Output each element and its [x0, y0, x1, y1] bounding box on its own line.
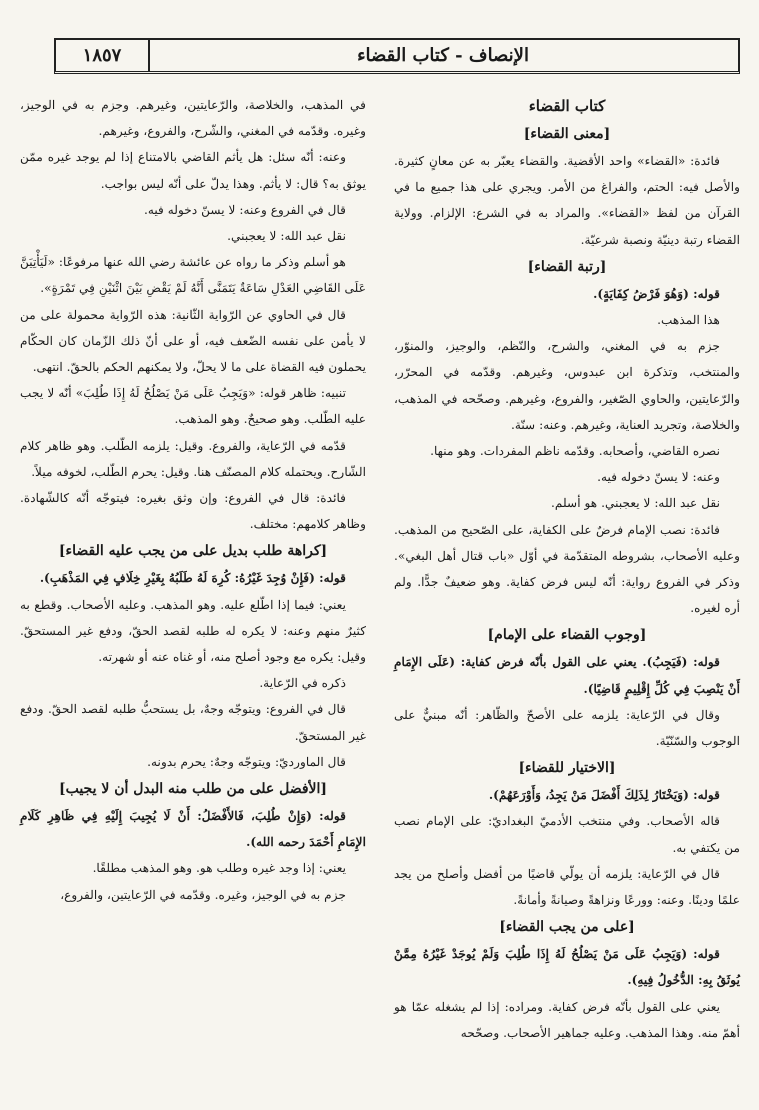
paragraph: قال الماورديّ: ويتوجّه وجهٌ: يحرم بدونه. — [147, 754, 346, 769]
paragraph: فائدة: نصب الإمام فرضٌ على الكفاية، على الصّحيح من المذهب. وعليه الأصحاب، بشروطه المتقدّمة في أوّل «باب قتال أهل البغي». وذكر في الفروع رواية: أنّه ليس فرض كفاية. وهو ضعيفٌ جدًّا. ولم أره لغيره. — [394, 522, 740, 616]
section-heading: [كراهة طلب بديل على من يجب عليه القضاء] — [58, 543, 328, 560]
quoted-text: قوله: (وَإِنْ طُلِبَ، فَالأَفْضَلُ: أَنْ لَا يُجِيبَ إِلَيْهِ فِي ظَاهِرِ كَلَامِ الإِمَامِ أَحْمَدَ رحمه الله). — [20, 809, 366, 850]
paragraph: وعنه: لا يسنّ دخوله فيه. — [597, 470, 720, 485]
left-column — [20, 92, 366, 908]
right-column — [394, 92, 740, 1046]
quoted-text: قوله: (فَإِنْ وُجِدَ غَيْرُهُ: كُرِهَ لَهُ طَلَبُهُ بِغَيْرِ خِلَافٍ فِي المَذْهَبِ). — [39, 571, 346, 586]
paragraph: يعني: إذا وجد غيره وطلب هو. وهو المذهب مطلقًا. — [92, 861, 346, 876]
quoted-text: قوله: (وَيَخْتَارُ لِذَلِكَ أَفْضَلَ مَنْ يَجِدُ، وَأَوْرَعَهُمْ). — [488, 788, 720, 803]
paragraph: جزم به في المغني، والشرح، والنّظم، والوجيز، والمنوّر، والمنتخب، وتذكرة ابن عبدوس، وغيرهم. وقدّمه في المحرّر، والرّعايتين، والحاوي الصّغير، والفروع، وغيرهم. وصحّحه في المذهب، والخلاصة، وتجريد العناية، وغيرهم. وعنه: سنّة. — [394, 339, 740, 432]
paragraph: قاله الأصحاب. وفي منتخب الأدميّ البغداديّ: على الإمام نصب من يكتفي به. — [394, 814, 740, 855]
paragraph: يعني: فيما إذا اطّلع عليه. وهو المذهب. وعليه الأصحاب. وقطع به كثيرٌ منهم وعنه: لا يكره له طلبه لقصد الحقّ، ودفع غير المستحقّ. وقيل: يكره مع وجود أصلح منه، أو غناه عنه أو شهرته. — [20, 597, 366, 665]
paragraph: قال في الفروع وعنه: لا يسنّ دخوله فيه. — [143, 202, 346, 217]
quoted-text: قوله: (وَيَجِبُ عَلَى مَنْ يَصْلُحُ لَهُ إِذَا طُلِبَ وَلَمْ يُوجَدْ غَيْرُهُ مِمَّنْ يُوثَقُ بِهِ: الدُّخُولُ فِيهِ). — [394, 947, 740, 988]
paragraph: نقل عبد الله: لا يعجبني. هو أسلم. — [551, 496, 720, 511]
section-heading: [معنى القضاء] — [523, 126, 611, 142]
section-heading: [على من يجب القضاء] — [499, 919, 635, 936]
paragraph: ذكره في الرّعاية. — [259, 676, 346, 691]
paragraph: نصره القاضي، وأصحابه. وقدّمه ناظم المفردات. وهو منها. — [430, 444, 720, 459]
paragraph: قال في الحاوي عن الرّواية الثّانية: هذه الرّواية محمولة على من لا يأمن على نفسه الضّعف فيه، أو على أنّ ذلك الزّمان كان الحكّام يحملون فيه القضاة على ما لا يحلّ، ولا يمكنهم الحكم بالحقّ. انتهى. — [20, 307, 366, 375]
section-heading: [الاختيار للقضاء] — [518, 760, 616, 777]
book-page — [20, 38, 740, 1098]
paragraph: يعني على القول بأنّه فرض كفاية. ومراده: إذا لم يشغله عمّا هو أهمّ منه. وهذا المذهب. وعليه جماهير الأصحاب. وصحّحه — [394, 999, 740, 1040]
quoted-text: قوله: (وَهُوَ فَرْضُ كِفَايَةٍ). — [593, 286, 720, 301]
page-number: ١٨٥٧ — [56, 40, 150, 71]
section-heading: [رتبة القضاء] — [527, 258, 607, 275]
paragraph: جزم به في الوجيز، وغيره. وقدّمه في الرّعايتين، والفروع، — [60, 887, 346, 902]
paragraph: فائدة: «القضاء» واحد الأقضية. والقضاء يعبّر به عن معانٍ كثيرة. والأصل فيه: الحتم، والفراغ من الأمر. ويجري على هذا جميع ما في القرآن من لفظ «القضاء». والمراد به في الشرع: الإلزام. وولاية القضاء رتبة دينيّة ونصبة شرعيّة. — [394, 154, 740, 247]
running-title: الإنصاف - كتاب القضاء — [357, 45, 529, 66]
paragraph: هذا المذهب. — [657, 313, 720, 328]
paragraph: تنبيه: ظاهر قوله: «وَيَجِبُ عَلَى مَنْ يَصْلُحُ لَهُ إِذَا طُلِبَ» أنّه لا يجب عليه الطّلب. وهو صحيحٌ. وهو المذهب. — [20, 386, 366, 427]
section-heading: [وجوب القضاء على الإمام] — [487, 627, 647, 644]
paragraph: قال في الرّعاية: يلزمه أن يولّي قاضيًا من أفضل وأصلح من يجد علمًا ودينًا. وعنه: وورعًا ونزاهةً وصيانةً وأمانةً. — [394, 866, 740, 908]
paragraph: وعنه: أنّه سئل: هل يأثم القاضي بالامتناع إذا لم يوجد غيره ممّن يوثق به؟ قال: لا يأثم. وهذا يدلّ على أنّه ليس بواجب. — [20, 150, 366, 191]
paragraph: قدّمه في الرّعاية، والفروع. وقيل: يلزمه الطّلب. وهو ظاهر كلام الشّارح. ويحتمله كلام المصنّف هنا. وقيل: يحرم الطّلب، لخوفه ميلاً. — [20, 438, 366, 479]
book-title: كتاب القضاء — [528, 97, 606, 115]
section-heading: [الأفضل على من طلب منه البدل أن لا يجيب] — [58, 781, 328, 798]
paragraph: فائدة: قال في الفروع: وإن وثق بغيره: فيتوجّه أنّه كالشّهادة. وظاهر كلامهم: مختلف. — [20, 491, 366, 532]
page-header — [54, 38, 740, 74]
quoted-text: قوله: (فَيَجِبُ). يعني على القول بأنّه فرض كفاية: (عَلَى الإِمَامِ أَنْ يَنْصِبَ فِي كُلِّ إِقْلِيمٍ قَاضِيًا). — [394, 655, 740, 696]
paragraph: في المذهب، والخلاصة، والرّعايتين، وغيرهم. وجزم به في الوجيز، وغيره. وقدّمه في المغني، والشّرح، والفروع، وغيرهم. — [20, 98, 366, 139]
paragraph: وقال في الرّعاية: يلزمه على الأصحّ والظّاهر: أنّه مبنيٌّ على الوجوب والسّنّيّة. — [394, 707, 740, 749]
paragraph: قال في الفروع: ويتوجّه وجهٌ، بل يستحبُّ طلبه لقصد الحقّ. ودفع غير المستحقّ. — [20, 702, 366, 743]
hadith-paragraph: هو أسلم وذكر ما رواه عن عائشة رضي الله عنها مرفوعًا: «لَيَأْتِيَنَّ عَلَى القَاضِي العَدْلِ سَاعَةٌ يَتَمَنَّى أَنَّهُ لَمْ يَقْضِ بَيْنَ اثْنَيْنِ فِي تَمْرَةٍ». — [20, 255, 366, 296]
paragraph: نقل عبد الله: لا يعجبني. — [227, 229, 346, 244]
